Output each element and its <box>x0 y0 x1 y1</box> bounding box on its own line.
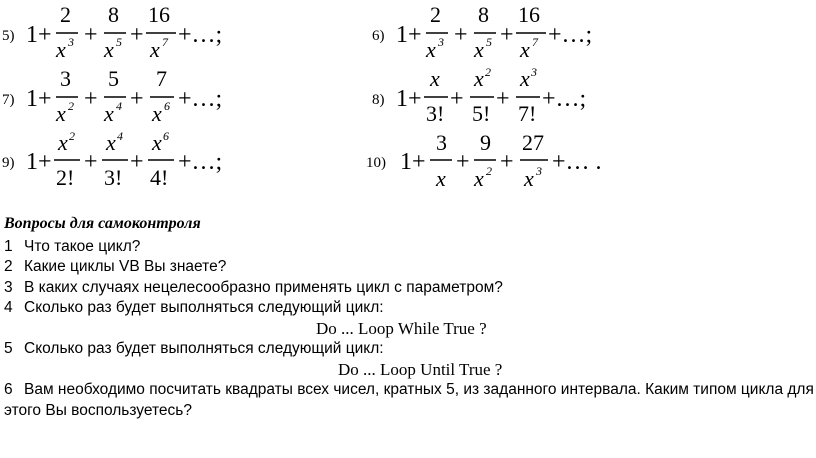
numerator: x <box>58 130 68 155</box>
numerator: 7 <box>156 66 167 91</box>
series-10 <box>366 130 602 191</box>
math-symbol: + <box>450 86 464 112</box>
numerator: x <box>430 66 440 91</box>
exponent: 2 <box>486 164 492 178</box>
series-formulas-svg <box>0 0 816 210</box>
denominator: 3! <box>426 101 445 126</box>
denominator: x <box>524 166 534 191</box>
math-symbol: + <box>84 22 98 48</box>
question-number: 2 <box>4 258 13 275</box>
exponent: 5 <box>116 35 122 49</box>
question-text: Какие циклы VB Вы знаете? <box>24 258 227 275</box>
math-symbol: +…; <box>542 86 587 112</box>
denominator: x <box>426 37 436 62</box>
code-snippet: Do ... Loop Until True ? <box>338 359 503 379</box>
series-label: 9) <box>2 155 15 171</box>
numerator: 27 <box>522 130 544 155</box>
question-number: 6 <box>4 381 13 398</box>
denominator: x <box>104 37 114 62</box>
denominator: x <box>436 166 446 191</box>
numerator: 2 <box>430 2 441 27</box>
exponent: 6 <box>164 99 170 113</box>
numerator: 8 <box>478 2 489 27</box>
series-8 <box>372 65 586 126</box>
math-symbol: + <box>500 22 514 48</box>
math-symbol: + <box>84 149 98 175</box>
math-symbol: + <box>456 149 470 175</box>
exponent: 3 <box>531 65 537 79</box>
denominator: x <box>474 166 484 191</box>
denominator: 4! <box>150 165 169 190</box>
denominator: x <box>150 37 160 62</box>
exponent: 4 <box>117 129 123 143</box>
series-9 <box>2 129 222 190</box>
exponent: 2 <box>68 99 74 113</box>
numerator: 16 <box>518 2 540 27</box>
question-number: 3 <box>4 278 13 296</box>
denominator: 5! <box>472 101 491 126</box>
series-label: 5) <box>2 28 15 44</box>
math-symbol: +…; <box>178 149 223 175</box>
question-item <box>4 278 814 299</box>
math-symbol: 1+ <box>26 149 52 175</box>
numerator: x <box>106 130 116 155</box>
math-symbol: 1+ <box>26 86 52 112</box>
numerator: 16 <box>148 2 170 27</box>
numerator: 2 <box>60 2 71 27</box>
math-symbol: + <box>84 86 98 112</box>
series-label: 7) <box>2 92 15 108</box>
numerator: 3 <box>60 66 71 91</box>
exponent: 2 <box>69 129 75 143</box>
series-label: 10) <box>366 155 386 171</box>
question-number: 4 <box>4 299 13 316</box>
questions-heading: Вопросы для самоконтроля <box>4 215 201 232</box>
math-symbol: + <box>130 22 144 48</box>
question-text: В каких случаях нецелесообразно применять цикл с параметром? <box>24 278 503 296</box>
numerator: 8 <box>108 2 119 27</box>
denominator: 2! <box>56 165 75 190</box>
series-5 <box>2 2 222 62</box>
question-item <box>4 237 814 258</box>
numerator: 5 <box>108 66 119 91</box>
exponent: 5 <box>486 35 492 49</box>
exponent: 4 <box>116 99 122 113</box>
question-number: 5 <box>4 340 13 357</box>
math-symbol: + <box>500 149 514 175</box>
math-symbol: + <box>130 86 144 112</box>
math-symbol: + <box>130 149 144 175</box>
denominator: x <box>56 37 66 62</box>
code-snippet: Do ... Loop While True ? <box>316 318 487 338</box>
question-text: Вам необходимо посчитать квадраты всех чисел, кратных 5, из заданного интервала. Каким типом цикла для этого Вы воспользуетесь? <box>4 381 814 419</box>
exponent: 7 <box>532 35 538 49</box>
question-number: 1 <box>4 237 13 255</box>
self-check-questions <box>4 214 814 421</box>
question-item <box>4 380 814 421</box>
math-symbol: +…; <box>178 22 223 48</box>
math-symbol: 1+ <box>396 22 422 48</box>
math-symbol: 1+ <box>26 22 52 48</box>
question-text: Сколько раз будет выполняться следующий цикл: <box>24 340 384 357</box>
question-text: Что такое цикл? <box>24 237 141 255</box>
denominator: x <box>152 101 162 126</box>
math-symbol: +…; <box>178 86 223 112</box>
question-item <box>4 298 814 319</box>
series-7 <box>2 66 222 126</box>
math-symbol: +…; <box>548 22 593 48</box>
denominator: x <box>56 101 66 126</box>
series-formulas <box>0 0 816 210</box>
numerator: x <box>520 66 530 91</box>
math-symbol: + <box>454 22 468 48</box>
numerator: 9 <box>480 130 491 155</box>
denominator: x <box>474 37 484 62</box>
exponent: 7 <box>162 35 168 49</box>
denominator: 3! <box>104 165 123 190</box>
denominator: 7! <box>518 101 537 126</box>
exponent: 3 <box>68 35 74 49</box>
math-symbol: + <box>496 86 510 112</box>
denominator: x <box>520 37 530 62</box>
numerator: x <box>474 66 484 91</box>
question-text: Сколько раз будет выполняться следующий цикл: <box>24 299 384 316</box>
numerator: x <box>152 130 162 155</box>
series-6 <box>372 2 592 62</box>
math-symbol: +… . <box>552 149 602 175</box>
question-item <box>4 257 814 278</box>
exponent: 3 <box>438 35 444 49</box>
math-symbol: 1+ <box>396 86 422 112</box>
math-symbol: 1+ <box>400 149 426 175</box>
exponent: 3 <box>536 164 542 178</box>
exponent: 2 <box>485 65 491 79</box>
exponent: 6 <box>163 129 169 143</box>
series-label: 6) <box>372 28 385 44</box>
numerator: 3 <box>436 130 447 155</box>
question-item <box>4 339 814 360</box>
series-label: 8) <box>372 92 385 108</box>
denominator: x <box>104 101 114 126</box>
